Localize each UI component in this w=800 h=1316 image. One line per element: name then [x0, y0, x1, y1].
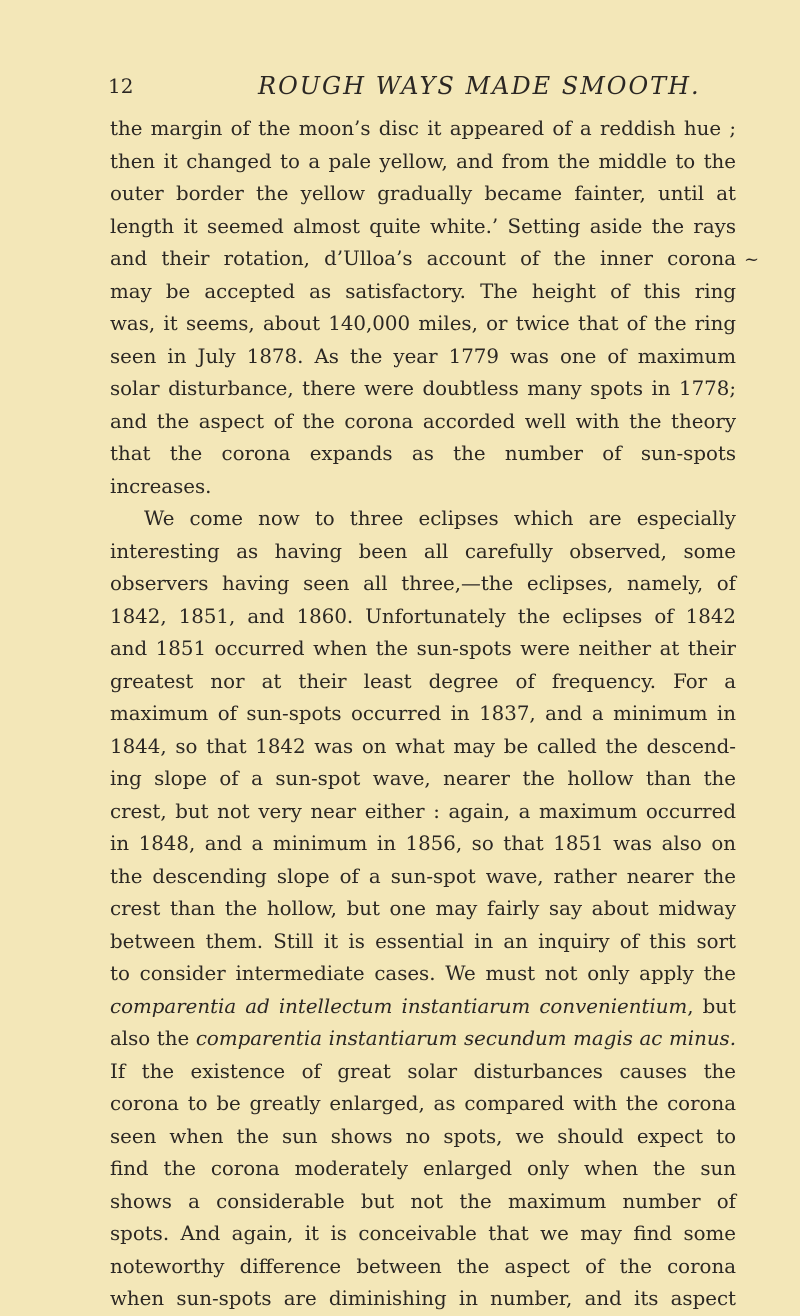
running-title: ROUGH WAYS MADE SMOOTH. [258, 72, 701, 100]
text-line: the descending slope of a sun-spot wave, rather nearer the [110, 864, 736, 888]
text-line: shows a considerable but not the maximum number of [110, 1189, 736, 1213]
text-line: ing slope of a sun-spot wave, nearer the hollow than the [110, 767, 736, 790]
text-line: 1842, 1851, and 1860. Unfortunately the eclipses of 1842 [110, 604, 736, 628]
text-line: between them. Still it is essential in an inquiry of this sort [110, 929, 736, 953]
margin-mark: ~ [744, 249, 760, 270]
text-line: find the corona moderately enlarged only when the sun [110, 1157, 736, 1180]
text-line: maximum of sun-spots occurred in 1837, and a minimum in [110, 702, 736, 725]
text-line: that the corona expands as the number of sun-spots [110, 442, 736, 465]
italic-quote: comparentia ad intellectum instantiarum convenientium [110, 994, 688, 1018]
text-line: then it changed to a pale yellow, and from the middle to the [110, 149, 736, 173]
text-line: greatest nor at their least degree of frequency. For a [110, 669, 736, 693]
text-line: increases. [110, 474, 212, 498]
text-line: crest, but not very near either : again, a maximum occurred [110, 799, 736, 823]
text-line: If the existence of great solar disturbances causes the [110, 1059, 736, 1083]
text-line: the margin of the moon’s disc it appeared of a reddish hue ; [110, 117, 736, 140]
text-line: spots. And again, it is conceivable that we may find some [110, 1222, 736, 1245]
line-prefix: also the [110, 1027, 196, 1050]
text-line: in 1848, and a minimum in 1856, so that 1851 was also on [110, 832, 736, 855]
italic-quote: comparentia instantiarum secundum magis ac minus. [195, 1027, 736, 1050]
text-line: seen when the sun shows no spots, we should expect to [110, 1124, 736, 1148]
text-line: interesting as having been all carefully observed, some [110, 539, 736, 563]
text-line: 1844, so that 1842 was on what may be called the descend- [110, 734, 736, 758]
text-line: corona to be greatly enlarged, as compared with the corona [110, 1092, 736, 1115]
text-line: observers having seen all three,—the eclipses, namely, of [110, 572, 736, 595]
text-line: noteworthy difference between the aspect of the corona [110, 1254, 736, 1278]
text-line: crest than the hollow, but one may fairly say about midway [110, 897, 736, 920]
page-number: 12 [108, 74, 134, 98]
body-text [110, 113, 736, 1316]
text-line: and their rotation, d’Ulloa’s account of the inner corona [110, 247, 736, 270]
text-line: and 1851 occurred when the sun-spots were neither at their [110, 637, 736, 660]
italic-quote-line [110, 991, 736, 1024]
text-line: when sun-spots are diminishing in number, and its aspect [110, 1287, 736, 1310]
text-line: length it seemed almost quite white.’ Setting aside the rays [110, 214, 736, 238]
italic-quote-line [110, 1023, 736, 1056]
paragraph-start-line: We come now to three eclipses which are especially [144, 507, 736, 530]
text-line: solar disturbance, there were doubtless many spots in 1778; [110, 377, 736, 400]
line-suffix: , but [687, 994, 736, 1018]
text-line: may be accepted as satisfactory. The height of this ring [110, 279, 736, 303]
text-line: and the aspect of the corona accorded well with the theory [110, 409, 736, 433]
page-header [0, 66, 800, 106]
text-line: seen in July 1878. As the year 1779 was one of maximum [110, 344, 736, 368]
text-line: outer border the yellow gradually became fainter, until at [110, 182, 736, 205]
text-line: was, it seems, about 140,000 miles, or twice that of the ring [110, 312, 736, 335]
text-line: to consider intermediate cases. We must not only apply the [110, 962, 736, 985]
